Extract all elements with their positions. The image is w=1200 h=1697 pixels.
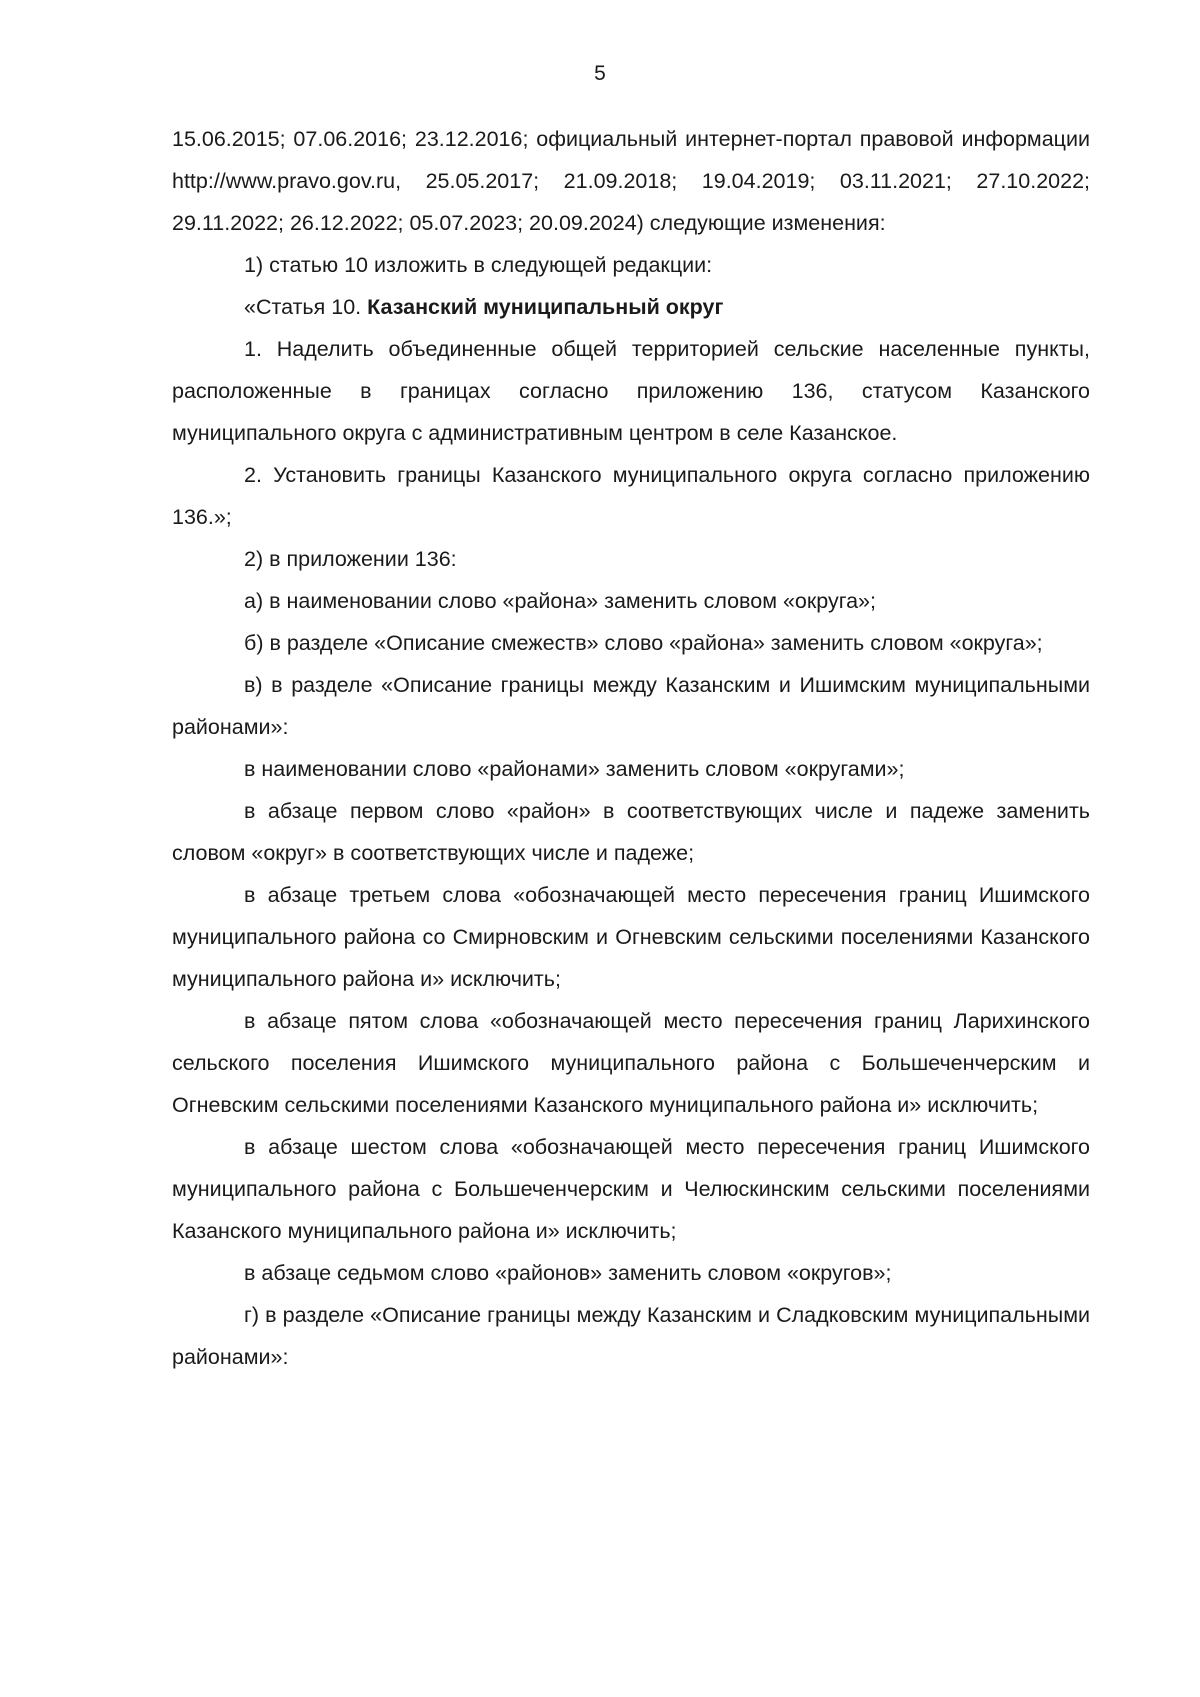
paragraph-intro: 15.06.2015; 07.06.2016; 23.12.2016; официальный интернет-портал правовой информации http://www.pravo.gov.ru, 25.05.2017; 21.09.2018; 19.04.2019; 03.11.2021; 27.10.2022; 29.11.2022; 26.12.2022; 05.07.2023; 20.09.2024) следующие изменения: [172,127,1090,235]
paragraph-clause-1: 1. Наделить объединенные общей территорией сельские населенные пункты, расположенные в границах согласно приложению 136, статусом Казанского муниципального округа с административным центром в селе Казанское. [172,337,1090,445]
document-body [172,118,1090,1378]
paragraph-naming-change: в наименовании слово «районами» заменить словом «округами»; [244,757,905,781]
page-number: 5 [594,62,606,85]
paragraph-subitem-v: в) в разделе «Описание границы между Казанским и Ишимским муниципальными районами»: [172,673,1090,739]
paragraph-seventh-abzac: в абзаце седьмом слово «районов» заменить словом «округов»; [244,1261,892,1285]
article-title: Казанский муниципальный округ [367,295,724,319]
paragraph-clause-2: 2. Установить границы Казанского муниципального округа согласно приложению 136.»; [172,463,1090,529]
paragraph-subitem-g: г) в разделе «Описание границы между Казанским и Сладковским муниципальными районами»: [172,1303,1090,1369]
paragraph-subitem-b: б) в разделе «Описание смежеств» слово «района» заменить словом «округа»; [244,631,1043,655]
paragraph-first-abzac: в абзаце первом слово «район» в соответствующих числе и падеже заменить словом «округ» в соответствующих числе и падеже; [172,799,1090,865]
paragraph-article-heading [172,286,1090,328]
paragraph-third-abzac: в абзаце третьем слова «обозначающей место пересечения границ Ишимского муниципального района со Смирновским и Огневским сельскими поселениями Казанского муниципального района и» исключить; [172,883,1090,991]
paragraph-item-2: 2) в приложении 136: [244,547,457,571]
paragraph-sixth-abzac: в абзаце шестом слова «обозначающей место пересечения границ Ишимского муниципального района с Большеченчерским и Челюскинским сельскими поселениями Казанского муниципального района и» исключить; [172,1135,1090,1243]
paragraph-subitem-a: а) в наименовании слово «района» заменить словом «округа»; [244,589,876,613]
paragraph-item-1: 1) статью 10 изложить в следующей редакции: [244,253,713,277]
article-prefix: «Статья 10. [244,295,368,319]
paragraph-fifth-abzac: в абзаце пятом слова «обозначающей место пересечения границ Ларихинского сельского поселения Ишимского муниципального района с Большеченчерским и Огневским сельскими поселениями Казанского муниципального района и» исключить; [172,1009,1090,1117]
